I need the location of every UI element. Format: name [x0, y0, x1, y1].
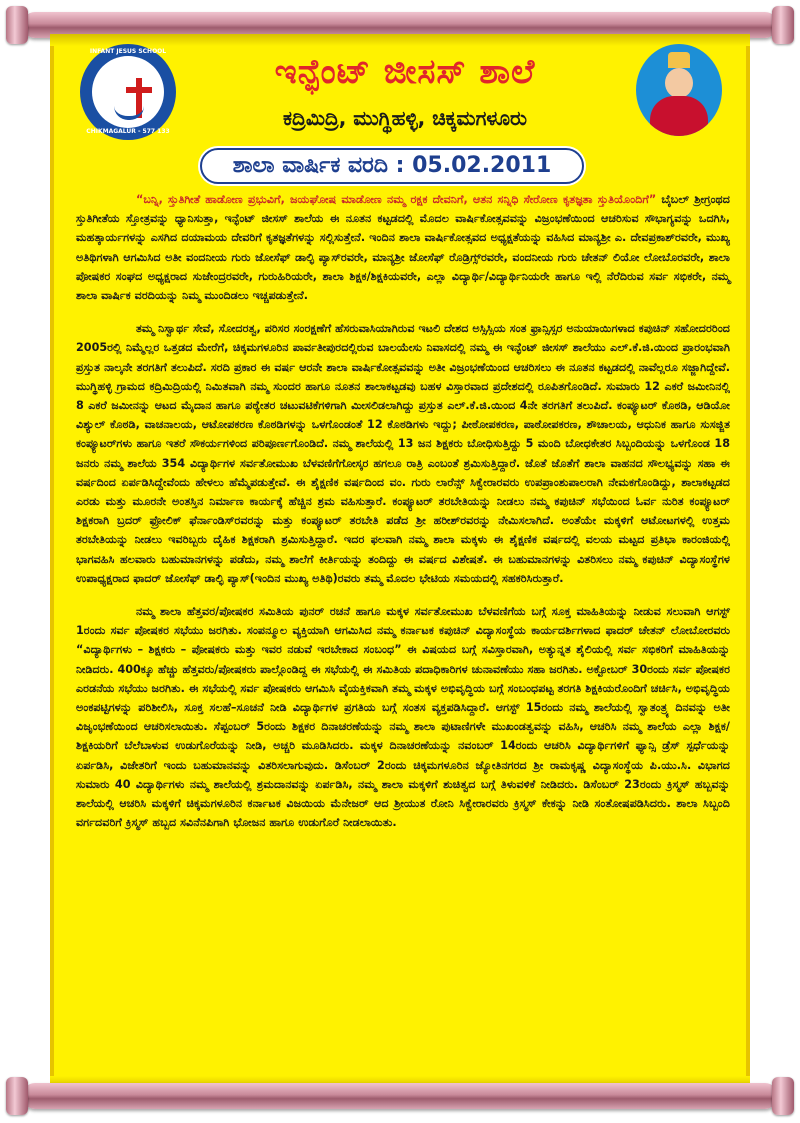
- scroll-curl-top: [50, 34, 750, 46]
- school-crest-icon: [80, 44, 176, 140]
- crown-shape: [668, 52, 690, 68]
- scroll-rod-cap: [6, 6, 28, 44]
- crest-bottom-text: CHIKMAGALUR - 577 133: [86, 128, 170, 135]
- infant-jesus-photo: [636, 44, 722, 136]
- crest-inner: [92, 56, 164, 128]
- report-body: [76, 190, 730, 833]
- scroll-rod-cap: [772, 6, 794, 44]
- paragraph-1: [76, 190, 730, 305]
- scroll-rod-cap: [6, 1077, 28, 1115]
- school-address: ಕದ್ರಿಮಿದ್ರಿ, ಮುಗ್ಥಿಹಳ್ಳಿ, ಚಿಕ್ಕಮಗಳೂರು: [283, 106, 527, 130]
- scroll-bottom-rod: [22, 1083, 778, 1109]
- report-title: ಶಾಲಾ ವಾರ್ಷಿಕ ವರದಿ : 05.02.2011: [200, 148, 584, 184]
- crest-top-text: INFANT JESUS SCHOOL: [89, 48, 167, 55]
- bible-quote: “ಬನ್ನಿ, ಸ್ತುತಿಗೀತೆ ಹಾಡೋಣ ಪ್ರಭುವಿಗೆ, ಜಯಘೋಷ ಮಾಡೋಣ ನಮ್ಮ ರಕ್ಷಕ ದೇವನಿಗೆ, ಆತನ ಸನ್ನಿಧಿ ಸೇರೋಣ ಕೃತಜ್ಞತಾ ಸ್ತುತಿಯೊಂದಿಗೆ”: [136, 193, 657, 206]
- face-shape: [665, 68, 693, 98]
- paragraph-3: ನಮ್ಮ ಶಾಲಾ ಹೆತ್ತವರ/ಪೋಷಕರ ಸಮಿತಿಯ ಪುನರ್ ರಚನೆ ಹಾಗೂ ಮಕ್ಕಳ ಸರ್ವತೋಮುಖ ಬೆಳವಣಿಗೆಯ ಬಗ್ಗೆ ಸೂಕ್ತ ಮಾಹಿತಿಯನ್ನು ನೀಡುವ ಸಲುವಾಗಿ ಆಗಸ್ಟ್ 1ರಂದು ಸರ್ವ ಪೋಷಕರ ಸಭೆಯು ಜರಗಿತು. ಸಂಪನ್ಮೂಲ ವ್ಯಕ್ತಿಯಾಗಿ ಆಗಮಿಸಿದ ನಮ್ಮ ಕರ್ನಾಟಕ ಕಪುಚಿನ್ ವಿದ್ಯಾಸಂಸ್ಥೆಯ ಕಾರ್ಯದರ್ಶಿಗಳಾದ ಫಾದರ್ ಚೇತನ್ ಲೋಬೋರವರು “ವಿದ್ಯಾರ್ಥಿಗಳು – ಶಿಕ್ಷಕರು – ಪೋಷಕರು ಮತ್ತು ಇವರ ನಡುವೆ ಇರಬೇಕಾದ ಸಂಬಂಧ” ಈ ವಿಷಯದ ಬಗ್ಗೆ ಸವಿಸ್ತಾರವಾಗಿ, ಅತ್ಯುನ್ನತ ಶೈಲಿಯಲ್ಲಿ ಸರ್ವ ಸಭಿಕರಿಗೆ ಮಾಹಿತಿಯನ್ನು ನೀಡಿದರು. 400ಕ್ಕೂ ಹೆಚ್ಚು ಹೆತ್ತವರು/ಪೋಷಕರು ಪಾಲ್ಗೊಂಡಿದ್ದ ಈ ಸಭೆಯಲ್ಲಿ ಈ ಸಮಿತಿಯ ಪದಾಧಿಕಾರಿಗಳ ಚುನಾವಣೆಯು ಸಹಾ ಜರಗಿತು. ಅಕ್ಟೋಬರ್ 30ರಂದು ಸರ್ವ ಪೋಷಕರ ಎರಡನೆಯ ಸಭೆಯು ಜರಗಿತು. ಈ ಸಭೆಯಲ್ಲಿ ಸರ್ವ ಪೋಷಕರು ಆಗಮಿಸಿ ವೈಯಕ್ತಿಕವಾಗಿ ತಮ್ಮ ಮಕ್ಕಳ ಅಭಿವೃದ್ಧಿಯ ಬಗ್ಗೆ ಸಂಬಂಧಪಟ್ಟ ತರಗತಿ ಶಿಕ್ಷಕಿಯರೊಂದಿಗೆ ಚರ್ಚಿಸಿ, ಅಭಿವೃದ್ಧಿಯ ಅಂಕಪಟ್ಟಿಗಳನ್ನು ಪರಿಶೀಲಿಸಿ, ಸೂಕ್ತ ಸಲಹೆ–ಸೂಚನೆ ನೀಡಿ ವಿದ್ಯಾರ್ಥಿಗಳ ಪ್ರಗತಿಯ ಬಗ್ಗೆ ಸಂತಸ ವ್ಯಕ್ತಪಡಿಸಿದ್ದಾರೆ. ಆಗಸ್ಟ್ 15ರಂದು ನಮ್ಮ ಶಾಲೆಯಲ್ಲಿ ಸ್ವಾತಂತ್ರ್ಯ ದಿನವನ್ನು ಅತೀ ವಿಜೃಂಭಣೆಯಿಂದ ಆಚರಿಸಲಾಯಿತು. ಸೆಪ್ಟಂಬರ್ 5ರಂದು ಶಿಕ್ಷಕರ ದಿನಾಚರಣೆಯನ್ನು ನಮ್ಮ ಶಾಲಾ ಪುಟಾಣಿಗಳೇ ಮುಖಂಡತ್ವವನ್ನು ವಹಿಸಿ, ಆಚರಿಸಿ ನಮ್ಮ ಶಾಲೆಯ ಎಲ್ಲಾ ಶಿಕ್ಷಕ/ಶಿಕ್ಷಕಿಯರಿಗೆ ಬೆಲೆಬಾಳುವ ಉಡುಗೊರೆಯನ್ನು ನೀಡಿ, ಅಚ್ಚರಿ ಮೂಡಿಸಿದರು. ಮಕ್ಕಳ ದಿನಾಚರಣೆಯನ್ನು ನವಂಬರ್ 14ರಂದು ಆಚರಿಸಿ ವಿದ್ಯಾರ್ಥಿಗಳಿಗೆ ಫ್ಯಾನ್ಸಿ ಡ್ರೆಸ್ ಸ್ಪರ್ಧೆಯನ್ನು ಏರ್ಪಡಿಸಿ, ವಿಜೇತರಿಗೆ ಇಂದು ಬಹುಮಾನವನ್ನು ವಿತರಿಸಲಾಗುವುದು. ಡಿಸೆಂಬರ್ 2ರಂದು ಚಿಕ್ಕಮಗಳೂರಿನ ಜ್ಯೋತಿನಗರದ ಶ್ರೀ ರಾಮಕೃಷ್ಣ ವಿದ್ಯಾಸಂಸ್ಥೆಯ ಪಿ.ಯು.ಸಿ. ವಿಭಾಗದ ಸುಮಾರು 40 ವಿದ್ಯಾರ್ಥಿಗಳು ನಮ್ಮ ಶಾಲೆಯಲ್ಲಿ ಶ್ರಮದಾನವನ್ನು ಏರ್ಪಡಿಸಿ, ನಮ್ಮ ಶಾಲಾ ಮಕ್ಕಳಿಗೆ ಶುಚಿತ್ವದ ಬಗ್ಗೆ ತಿಳುವಳಿಕೆ ನೀಡಿದರು. ಡಿಸೆಂಬರ್ 23ರಂದು ಕ್ರಿಸ್ಮಸ್ ಹಬ್ಬವನ್ನು ಶಾಲೆಯಲ್ಲಿ ಆಚರಿಸಿ ಮಕ್ಕಳಿಗೆ ಚಿಕ್ಕಮಗಳೂರಿನ ಕರ್ನಾಟಕ ವಿಜಯಿಯ ಮೆನೇಜರ್ ಆದ ಶ್ರೀಯುತ ರೋನಿ ಸಿಕ್ವೇರಾರವರು ಕ್ರಿಸ್ಮಸ್ ಕೇಕನ್ನು ನೀಡಿ ಸಂತೋಷಪಡಿಸಿದರು. ಶಾಲಾ ಸಿಬ್ಬಂದಿ ವರ್ಗದವರಿಗೆ ಕ್ರಿಸ್ಮಸ್ ಹಬ್ಬದ ಸವಿನೆನಪಿಗಾಗಿ ಭೋಜನ ಹಾಗೂ ಉಡುಗೊರೆ ನೀಡಲಾಯಿತು.: [76, 605, 730, 830]
- school-name: ಇನ್ಫೆಂಟ್ ಜೀಸಸ್ ಶಾಲೆ: [274, 52, 536, 92]
- scroll-rod-cap: [772, 1077, 794, 1115]
- paragraph-1-text: ಬೈಬಲ್ ಶ್ರೀಗ್ರಂಥದ ಸ್ತುತಿಗೀತೆಯ ಸ್ತೋತ್ರವನ್ನು ಧ್ಯಾನಿಸುತ್ತಾ, ಇನ್ಫೆಂಟ್ ಜೀಸಸ್ ಶಾಲೆಯ ಈ ನೂತನ ಕಟ್ಟಡದಲ್ಲಿ ಮೊದಲ ವಾರ್ಷಿಕೋತ್ಸವವನ್ನು ವಿಜ್ರಂಭಣೆಯಿಂದ ಆಚರಿಸುವ ಸೌಭಾಗ್ಯವನ್ನು ಒದಗಿಸಿ, ಮಹತ್ಕಾರ್ಯಗಳನ್ನು ಎಸಗಿದ ದಯಾಮಯ ದೇವರಿಗೆ ಕೃತಜ್ಞತೆಗಳನ್ನು ಸಲ್ಲಿಸುತ್ತೇನೆ. ಇಂದಿನ ಶಾಲಾ ವಾರ್ಷಿಕೋತ್ಸವದ ಅಧ್ಯಕ್ಷತೆಯನ್ನು ವಹಿಸಿದ ಮಾನ್ಯಶ್ರೀ ಎ. ದೇವಪ್ರಕಾಶ್‌ರವರೇ, ಮುಖ್ಯ ಅತಿಥಿಗಳಾಗಿ ಆಗಮಿಸಿದ ಅತೀ ವಂದನೀಯ ಗುರು ಜೋಸೆಫ್ ಡಾಲ್ಫಿ ಪ್ಯಾಸ್‌ರವರೇ, ಮಾನ್ಯಶ್ರೀ ಜೋಸೆಫ್ ರೊಡ್ರಿಗ್ಸ್‌ರವರೇ, ವಂದನೀಯ ಗುರು ಚೇತನ್ ಲಿಯೋ ಲೋಬೊರವರೇ, ಶಾಲಾ ಪೋಷಕರ ಸಂಘದ ಅಧ್ಯಕ್ಷರಾದ ಸುಜೇಂದ್ರರವರೇ, ಗುರುಹಿರಿಯರೇ, ಶಾಲಾ ಶಿಕ್ಷಕ/ಶಿಕ್ಷಕಿಯವರೇ, ಎಲ್ಲಾ ವಿದ್ಯಾರ್ಥಿ/ವಿದ್ಯಾರ್ಥಿನಿಯರೇ ಹಾಗೂ ಇಲ್ಲಿ ನೆರೆದಿರುವ ಸರ್ವ ಸಭಿಕರೇ, ನಮ್ಮ ಶಾಲಾ ವಾರ್ಷಿಕ ವರದಿಯನ್ನು ನಿಮ್ಮ ಮುಂದಿಡಲು ಇಚ್ಚಪಡುತ್ತೇನೆ.: [76, 193, 730, 303]
- robe-shape: [650, 96, 708, 136]
- paragraph-2: ತಮ್ಮ ನಿಸ್ವಾರ್ಥ ಸೇವೆ, ಸೋದರತ್ವ, ಪರಿಸರ ಸಂರಕ್ಷಣೆಗೆ ಹೆಸರುವಾಸಿಯಾಗಿರುವ ಇಟಲಿ ದೇಶದ ಅಸ್ಸಿಸ್ಸಿಯ ಸಂತ ಫ್ರಾನ್ಸಿಸ್ಸರ ಅನುಯಾಯಿಗಳಾದ ಕಪುಚಿನ್ ಸಹೋದರರಿಂದ 2005ರಲ್ಲಿ ನಿಮ್ಮೆಲ್ಲರ ಒತ್ತಡದ ಮೇರೆಗೆ, ಚಿಕ್ಕಮಗಳೂರಿನ ಪಾರ್ವತೀಪುರದಲ್ಲಿರುವ ಬಾಲಯೇಸು ನಿವಾಸದಲ್ಲಿ ನಮ್ಮ ಈ ಇನ್ಫೆಂಟ್ ಜೀಸಸ್ ಶಾಲೆಯು ಎಲ್.ಕೆ.ಜಿ.ಯಿಂದ ಪ್ರಾರಂಭವಾಗಿ ಪ್ರಸ್ತುತ ನಾಲ್ಕನೇ ತರಗತಿಗೆ ತಲುಪಿದೆ. ಸರದಿ ಪ್ರಕಾರ ಈ ವರ್ಷ ಆರನೇ ಶಾಲಾ ವಾರ್ಷಿಕೋತ್ಸವವನ್ನು ಅತೀ ವಿಜ್ರಂಭಣೆಯಿಂದ ಆಚರಿಸಲು ಈ ನೂತನ ಕಟ್ಟಡದಲ್ಲಿ ನಾವೆಲ್ಲರೂ ಸಜ್ಜಾಗಿದ್ದೇವೆ. ಮುಗ್ಥಿಹಳ್ಳಿ ಗ್ರಾಮದ ಕದ್ರಿಮಿದ್ರಿಯಲ್ಲಿ ನಿಮಿತವಾಗಿ ನಮ್ಮ ಸುಂದರ ಹಾಗೂ ನೂತನ ಶಾಲಾಕಟ್ಟಡವು ಬಹಳ ವಿಸ್ತಾರವಾದ ಪ್ರದೇಶದಲ್ಲಿ ರೂಪಿತಗೊಂಡಿದೆ. ಸುಮಾರು 12 ಎಕರೆ ಜಮೀನಿನಲ್ಲಿ 8 ಎಕರೆ ಜಮೀನನ್ನು ಆಟದ ಮೈದಾನ ಹಾಗೂ ಪಠ್ಯೇತರ ಚಟುವಟಿಕೆಗಳಿಗಾಗಿ ಮೀಸಲಿಡಲಾಗಿದ್ದು ಪ್ರಸ್ತುತ ಎಲ್.ಕೆ.ಜಿ.ಯಿಂದ 4ನೇ ತರಗತಿಗೆ ತಲುಪಿದೆ. ಕಂಪ್ಯೂಟರ್ ಕೊಠಡಿ, ಆಡಿಯೋ ವಿಶ್ಯುಲ್ ಕೊಠಡಿ, ವಾಚನಾಲಯ, ಆಟೋಪಕರಣ ಕೊಠಡಿಗಳನ್ನು ಒಳಗೊಂಡಂತೆ 12 ಕೊಠಡಿಗಳು ಇದ್ದು; ಪೀಠೋಪಕರಣ, ಪಾಠೋಪಕರಣ, ಶೌಚಾಲಯ, ಆಧುನಿಕ ಹಾಗೂ ಸುಸಜ್ಜಿತ ಕಂಪ್ಯೂಟರ್‌ಗಳು ಹಾಗೂ ಇತರೆ ಸೌಕರ್ಯಗಳಿಂದ ಪರಿಪೂರ್ಣಗೊಂಡಿದೆ. ನಮ್ಮ ಶಾಲೆಯಲ್ಲಿ 13 ಜನ ಶಿಕ್ಷಕರು ಬೋಧಿಸುತ್ತಿದ್ದು 5 ಮಂದಿ ಬೋಧಕೇತರ ಸಿಬ್ಬಂದಿಯನ್ನು ಒಳಗೊಂಡ 18 ಜನರು ನಮ್ಮ ಶಾಲೆಯ 354 ವಿದ್ಯಾರ್ಥಿಗಳ ಸರ್ವತೋಮುಖ ಬೆಳವಣಿಗೆಗೋಸ್ಕರ ಹಗಲೂ ರಾತ್ರಿ ಎಂಬಂತೆ ಶ್ರಮಿಸುತ್ತಿದ್ದಾರೆ. ಜೊತೆ ಜೊತೆಗೆ ಶಾಲಾ ವಾಹನದ ಸೌಲಭ್ಯವನ್ನು ಸಹಾ ಈ ವರ್ಷದಿಂದ ಏರ್ಪಡಿಸಿದ್ದೇವೆಂದು ಹೇಳಲು ಹೆಮ್ಮೆಪಡುತ್ತೇವೆ. ಈ ಶೈಕ್ಷಣಿಕ ವರ್ಷದಿಂದ ವಂ. ಗುರು ಲಾರೆನ್ಸ್ ಸಿಕ್ವೇರಾರವರು ಉಪಪ್ರಾಂಶುಪಾಲರಾಗಿ ನೇಮಕಗೊಂಡಿದ್ದು, ಶಾಲಾಕಟ್ಟಡದ ಎರಡು ಮತ್ತು ಮೂರನೇ ಅಂತಸ್ತಿನ ನಿರ್ಮಾಣ ಕಾರ್ಯಕ್ಕೆ ಹೆಚ್ಚಿನ ಶ್ರಮ ವಹಿಸುತ್ತಾರೆ. ಕಂಪ್ಯೂಟರ್ ತರಬೇತಿಯನ್ನು ನೀಡಲು ನಮ್ಮ ಕಪುಚಿನ್ ಸಭೆಯಿಂದ ಓರ್ವ ನುರಿತ ಕಂಪ್ಯೂಟರ್ ಶಿಕ್ಷಕರಾಗಿ ಬ್ರದರ್ ಫ್ರೋಲಿಕ್ ಫೆರ್ನಾಂಡಿಸ್‌ರವರನ್ನು ಮತ್ತು ಕಂಪ್ಯೂಟರ್ ತರಬೇತಿ ಪಡೆದ ಶ್ರೀ ಹರೀಶ್‌ರವರನ್ನು ನೇಮಿಸಲಾಗಿದೆ. ಅಂತೆಯೇ ಮಕ್ಕಳಿಗೆ ಆಟೋಟಗಳಲ್ಲಿ ಉತ್ತಮ ತರಬೇತಿಯನ್ನು ನೀಡಲು ಇವರಿಬ್ಬರು ದೈಹಿಕ ಶಿಕ್ಷಕರಾಗಿ ಶ್ರಮಿಸುತ್ತಿದ್ದಾರೆ. ಇದರ ಫಲವಾಗಿ ನಮ್ಮ ಶಾಲಾ ಮಕ್ಕಳು ಈ ಶೈಕ್ಷಣಿಕ ವರ್ಷದಲ್ಲಿ ವಲಯ ಮಟ್ಟದ ಪ್ರತಿಭಾ ಕಾರಂಜಿಯಲ್ಲಿ ಭಾಗವಹಿಸಿ ಹಲವಾರು ಬಹುಮಾನಗಳನ್ನು ಪಡೆದು, ನಮ್ಮ ಶಾಲೆಗೆ ಕೀರ್ತಿಯನ್ನು ತಂದಿದ್ದು ಈ ವರ್ಷದ ವಿಶೇಷತೆ. ಈ ಬಹುಮಾನಗಳನ್ನು ವಿತರಿಸಲು ನಮ್ಮ ಕಪುಚಿನ್ ವಿದ್ಯಾಸಂಸ್ಥೆಗಳ ಉಪಾಧ್ಯಕ್ಷರಾದ ಫಾದರ್ ಜೋಸೆಫ್ ಡಾಲ್ಫಿ ಪ್ಯಾಸ್(ಇಂದಿನ ಮುಖ್ಯ ಅತಿಥಿ)ರವರು ತಮ್ಮ ಮೊದಲ ಭೇಟಿಯ ಸಮಯದಲ್ಲಿ ಸಹಕರಿಸಿರುತ್ತಾರೆ.: [76, 322, 730, 585]
